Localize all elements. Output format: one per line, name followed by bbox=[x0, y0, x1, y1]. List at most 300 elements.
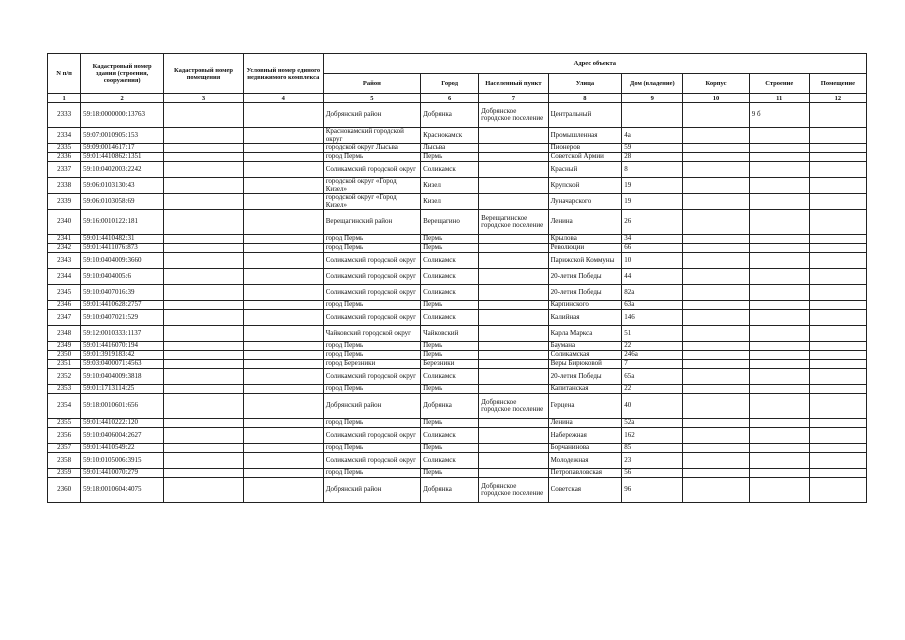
header-address: Адрес объекта bbox=[323, 54, 866, 74]
column-index: 2 bbox=[81, 94, 164, 103]
korpus-cell bbox=[683, 342, 749, 351]
cadastral-room-cell bbox=[164, 369, 244, 385]
building-cell bbox=[749, 128, 809, 144]
room-cell bbox=[809, 301, 866, 310]
house-cell: 40 bbox=[622, 394, 683, 419]
street-cell: Парижской Коммуны bbox=[548, 253, 622, 269]
conditional-number-cell bbox=[243, 351, 323, 360]
street-cell: 20-летия Победы bbox=[548, 285, 622, 301]
street-cell: Красный bbox=[548, 162, 622, 178]
korpus-cell bbox=[683, 394, 749, 419]
conditional-number-cell bbox=[243, 419, 323, 428]
property-table bbox=[47, 53, 867, 503]
row-number: 2352 bbox=[48, 369, 81, 385]
settlement-cell bbox=[479, 419, 548, 428]
table-row bbox=[48, 394, 867, 419]
cadastral-room-cell bbox=[164, 326, 244, 342]
korpus-cell bbox=[683, 310, 749, 326]
room-cell bbox=[809, 178, 866, 194]
building-cell bbox=[749, 285, 809, 301]
row-number: 2350 bbox=[48, 351, 81, 360]
conditional-number-cell bbox=[243, 153, 323, 162]
settlement-cell bbox=[479, 178, 548, 194]
korpus-cell bbox=[683, 144, 749, 153]
settlement-cell bbox=[479, 128, 548, 144]
table-row bbox=[48, 342, 867, 351]
room-cell bbox=[809, 153, 866, 162]
district-cell: Соликамский городской округ bbox=[323, 162, 420, 178]
room-cell bbox=[809, 162, 866, 178]
cadastral-room-cell bbox=[164, 351, 244, 360]
row-number: 2345 bbox=[48, 285, 81, 301]
room-cell bbox=[809, 360, 866, 369]
korpus-cell bbox=[683, 128, 749, 144]
cadastral-building-cell: 59:10:0407021:529 bbox=[81, 310, 164, 326]
cadastral-building-cell: 59:10:0404009:3818 bbox=[81, 369, 164, 385]
room-cell bbox=[809, 444, 866, 453]
room-cell bbox=[809, 469, 866, 478]
header-room: Помещение bbox=[809, 74, 866, 94]
building-cell bbox=[749, 144, 809, 153]
cadastral-room-cell bbox=[164, 342, 244, 351]
table-row bbox=[48, 301, 867, 310]
table-row bbox=[48, 385, 867, 394]
district-cell: Соликамский городской округ bbox=[323, 369, 420, 385]
city-cell: Пермь bbox=[421, 153, 479, 162]
district-cell: городской округ Лысьва bbox=[323, 144, 420, 153]
building-cell bbox=[749, 178, 809, 194]
city-cell: Соликамск bbox=[421, 269, 479, 285]
street-cell: Соликамская bbox=[548, 351, 622, 360]
settlement-cell bbox=[479, 469, 548, 478]
cadastral-building-cell: 59:09:0014617:17 bbox=[81, 144, 164, 153]
city-cell: Соликамск bbox=[421, 428, 479, 444]
house-cell: 65а bbox=[622, 369, 683, 385]
conditional-number-cell bbox=[243, 444, 323, 453]
table-row bbox=[48, 428, 867, 444]
row-number: 2348 bbox=[48, 326, 81, 342]
city-cell: Березники bbox=[421, 360, 479, 369]
district-cell: Соликамский городской округ bbox=[323, 428, 420, 444]
korpus-cell bbox=[683, 478, 749, 503]
house-cell: 66 bbox=[622, 244, 683, 253]
row-number: 2335 bbox=[48, 144, 81, 153]
building-cell bbox=[749, 444, 809, 453]
street-cell: 20-летия Победы bbox=[548, 369, 622, 385]
settlement-cell bbox=[479, 253, 548, 269]
building-cell bbox=[749, 235, 809, 244]
street-cell: Набережная bbox=[548, 428, 622, 444]
district-cell: Чайковский городской округ bbox=[323, 326, 420, 342]
conditional-number-cell bbox=[243, 128, 323, 144]
settlement-cell bbox=[479, 301, 548, 310]
header-city: Город bbox=[421, 74, 479, 94]
city-cell: Пермь bbox=[421, 351, 479, 360]
house-cell: 4а bbox=[622, 128, 683, 144]
settlement-cell bbox=[479, 162, 548, 178]
district-cell: Добрянский район bbox=[323, 478, 420, 503]
conditional-number-cell bbox=[243, 194, 323, 210]
korpus-cell bbox=[683, 285, 749, 301]
table-row bbox=[48, 178, 867, 194]
city-cell: Соликамск bbox=[421, 310, 479, 326]
row-number: 2357 bbox=[48, 444, 81, 453]
house-cell: 7 bbox=[622, 360, 683, 369]
room-cell bbox=[809, 253, 866, 269]
column-index-row bbox=[48, 94, 867, 103]
city-cell: Кизел bbox=[421, 194, 479, 210]
column-index: 5 bbox=[323, 94, 420, 103]
column-index: 12 bbox=[809, 94, 866, 103]
building-cell bbox=[749, 253, 809, 269]
cadastral-building-cell: 59:12:0010333:1137 bbox=[81, 326, 164, 342]
house-cell: 146 bbox=[622, 310, 683, 326]
table-row bbox=[48, 326, 867, 342]
street-cell: Калийная bbox=[548, 310, 622, 326]
room-cell bbox=[809, 128, 866, 144]
cadastral-building-cell: 59:01:4410222:120 bbox=[81, 419, 164, 428]
city-cell: Краснокамск bbox=[421, 128, 479, 144]
korpus-cell bbox=[683, 360, 749, 369]
cadastral-room-cell bbox=[164, 235, 244, 244]
korpus-cell bbox=[683, 178, 749, 194]
cadastral-building-cell: 59:01:4411076:873 bbox=[81, 244, 164, 253]
conditional-number-cell bbox=[243, 269, 323, 285]
cadastral-room-cell bbox=[164, 285, 244, 301]
city-cell: Пермь bbox=[421, 244, 479, 253]
settlement-cell: Добрянское городское поселение bbox=[479, 478, 548, 503]
conditional-number-cell bbox=[243, 342, 323, 351]
district-cell: Соликамский городской округ bbox=[323, 453, 420, 469]
row-number: 2355 bbox=[48, 419, 81, 428]
district-cell: город Пермь bbox=[323, 469, 420, 478]
table-row bbox=[48, 194, 867, 210]
column-index: 4 bbox=[243, 94, 323, 103]
building-cell bbox=[749, 153, 809, 162]
conditional-number-cell bbox=[243, 253, 323, 269]
street-cell: Революции bbox=[548, 244, 622, 253]
cadastral-room-cell bbox=[164, 428, 244, 444]
korpus-cell bbox=[683, 444, 749, 453]
district-cell: Верещагинский район bbox=[323, 210, 420, 235]
settlement-cell bbox=[479, 153, 548, 162]
cadastral-room-cell bbox=[164, 310, 244, 326]
street-cell: Советской Армии bbox=[548, 153, 622, 162]
cadastral-building-cell: 59:03:0400071:4563 bbox=[81, 360, 164, 369]
street-cell: Ленина bbox=[548, 419, 622, 428]
korpus-cell bbox=[683, 103, 749, 128]
district-cell: Краснокамский городской округ bbox=[323, 128, 420, 144]
building-cell bbox=[749, 419, 809, 428]
table-row bbox=[48, 244, 867, 253]
conditional-number-cell bbox=[243, 360, 323, 369]
room-cell bbox=[809, 394, 866, 419]
table-row bbox=[48, 269, 867, 285]
cadastral-room-cell bbox=[164, 453, 244, 469]
city-cell: Кизел bbox=[421, 178, 479, 194]
room-cell bbox=[809, 478, 866, 503]
korpus-cell bbox=[683, 419, 749, 428]
row-number: 2358 bbox=[48, 453, 81, 469]
row-number: 2347 bbox=[48, 310, 81, 326]
row-number: 2351 bbox=[48, 360, 81, 369]
registry-sheet bbox=[47, 53, 867, 503]
city-cell: Пермь bbox=[421, 342, 479, 351]
conditional-number-cell bbox=[243, 244, 323, 253]
cadastral-building-cell: 59:01:4410628:2757 bbox=[81, 301, 164, 310]
building-cell bbox=[749, 244, 809, 253]
table-row bbox=[48, 369, 867, 385]
cadastral-room-cell bbox=[164, 394, 244, 419]
settlement-cell bbox=[479, 269, 548, 285]
header-street: Улица bbox=[548, 74, 622, 94]
cadastral-building-cell: 59:07:0010905:153 bbox=[81, 128, 164, 144]
conditional-number-cell bbox=[243, 144, 323, 153]
house-cell: 51 bbox=[622, 326, 683, 342]
house-cell: 82а bbox=[622, 285, 683, 301]
cadastral-building-cell: 59:18:0010604:4075 bbox=[81, 478, 164, 503]
room-cell bbox=[809, 103, 866, 128]
table-row bbox=[48, 360, 867, 369]
cadastral-room-cell bbox=[164, 301, 244, 310]
district-cell: городской округ «Город Кизел» bbox=[323, 194, 420, 210]
street-cell: Молодежная bbox=[548, 453, 622, 469]
table-row bbox=[48, 351, 867, 360]
cadastral-building-cell: 59:10:0105006:3915 bbox=[81, 453, 164, 469]
room-cell bbox=[809, 326, 866, 342]
table-header bbox=[48, 54, 867, 103]
korpus-cell bbox=[683, 253, 749, 269]
cadastral-building-cell: 59:18:0000000:13763 bbox=[81, 103, 164, 128]
street-cell: Крупской bbox=[548, 178, 622, 194]
city-cell: Пермь bbox=[421, 301, 479, 310]
row-number: 2356 bbox=[48, 428, 81, 444]
table-row bbox=[48, 235, 867, 244]
header-cadastral-building: Кадастровый номер здания (строения, сооружения) bbox=[81, 54, 164, 94]
row-number: 2353 bbox=[48, 385, 81, 394]
district-cell: Соликамский городской округ bbox=[323, 310, 420, 326]
street-cell: Центральный bbox=[548, 103, 622, 128]
room-cell bbox=[809, 210, 866, 235]
building-cell: 9 б bbox=[749, 103, 809, 128]
cadastral-room-cell bbox=[164, 244, 244, 253]
cadastral-room-cell bbox=[164, 444, 244, 453]
city-cell: Соликамск bbox=[421, 453, 479, 469]
settlement-cell bbox=[479, 342, 548, 351]
building-cell bbox=[749, 360, 809, 369]
room-cell bbox=[809, 342, 866, 351]
district-cell: город Пермь bbox=[323, 153, 420, 162]
room-cell bbox=[809, 453, 866, 469]
building-cell bbox=[749, 194, 809, 210]
korpus-cell bbox=[683, 210, 749, 235]
column-index: 9 bbox=[622, 94, 683, 103]
room-cell bbox=[809, 310, 866, 326]
settlement-cell bbox=[479, 310, 548, 326]
settlement-cell: Добрянское городское поселение bbox=[479, 394, 548, 419]
row-number: 2346 bbox=[48, 301, 81, 310]
district-cell: город Березники bbox=[323, 360, 420, 369]
table-row bbox=[48, 103, 867, 128]
cadastral-building-cell: 59:10:0404005:6 bbox=[81, 269, 164, 285]
column-index: 3 bbox=[164, 94, 244, 103]
city-cell: Добрянка bbox=[421, 394, 479, 419]
cadastral-building-cell: 59:01:4410482:31 bbox=[81, 235, 164, 244]
room-cell bbox=[809, 351, 866, 360]
settlement-cell bbox=[479, 444, 548, 453]
district-cell: город Пермь bbox=[323, 351, 420, 360]
city-cell: Пермь bbox=[421, 235, 479, 244]
table-row bbox=[48, 453, 867, 469]
house-cell: 19 bbox=[622, 178, 683, 194]
cadastral-building-cell: 59:01:4410862:1351 bbox=[81, 153, 164, 162]
settlement-cell: Верещагинское городское поселение bbox=[479, 210, 548, 235]
street-cell: Герцена bbox=[548, 394, 622, 419]
city-cell: Пермь bbox=[421, 419, 479, 428]
conditional-number-cell bbox=[243, 469, 323, 478]
row-number: 2337 bbox=[48, 162, 81, 178]
table-row bbox=[48, 210, 867, 235]
table-row bbox=[48, 253, 867, 269]
korpus-cell bbox=[683, 428, 749, 444]
building-cell bbox=[749, 385, 809, 394]
district-cell: город Пермь bbox=[323, 244, 420, 253]
district-cell: город Пермь bbox=[323, 235, 420, 244]
settlement-cell bbox=[479, 360, 548, 369]
house-cell: 28 bbox=[622, 153, 683, 162]
cadastral-building-cell: 59:01:4410070:279 bbox=[81, 469, 164, 478]
city-cell: Чайковский bbox=[421, 326, 479, 342]
cadastral-room-cell bbox=[164, 144, 244, 153]
korpus-cell bbox=[683, 453, 749, 469]
cadastral-building-cell: 59:06:0103058:69 bbox=[81, 194, 164, 210]
row-number: 2354 bbox=[48, 394, 81, 419]
row-number: 2349 bbox=[48, 342, 81, 351]
building-cell bbox=[749, 326, 809, 342]
house-cell: 162 bbox=[622, 428, 683, 444]
district-cell: Добрянский район bbox=[323, 394, 420, 419]
district-cell: город Пермь bbox=[323, 419, 420, 428]
city-cell: Соликамск bbox=[421, 162, 479, 178]
room-cell bbox=[809, 235, 866, 244]
district-cell: город Пермь bbox=[323, 444, 420, 453]
house-cell: 56 bbox=[622, 469, 683, 478]
building-cell bbox=[749, 369, 809, 385]
building-cell bbox=[749, 342, 809, 351]
city-cell: Лысьва bbox=[421, 144, 479, 153]
room-cell bbox=[809, 428, 866, 444]
settlement-cell: Добрянское городское поселение bbox=[479, 103, 548, 128]
cadastral-room-cell bbox=[164, 178, 244, 194]
district-cell: город Пермь bbox=[323, 385, 420, 394]
cadastral-room-cell bbox=[164, 210, 244, 235]
settlement-cell bbox=[479, 453, 548, 469]
column-index: 6 bbox=[421, 94, 479, 103]
house-cell: 26 bbox=[622, 210, 683, 235]
cadastral-building-cell: 59:10:0404009:3660 bbox=[81, 253, 164, 269]
row-number: 2339 bbox=[48, 194, 81, 210]
korpus-cell bbox=[683, 269, 749, 285]
city-cell: Соликамск bbox=[421, 369, 479, 385]
city-cell: Добрянка bbox=[421, 478, 479, 503]
table-row bbox=[48, 444, 867, 453]
cadastral-building-cell: 59:16:0010122:181 bbox=[81, 210, 164, 235]
building-cell bbox=[749, 301, 809, 310]
table-row bbox=[48, 419, 867, 428]
room-cell bbox=[809, 285, 866, 301]
street-cell: Карла Маркса bbox=[548, 326, 622, 342]
district-cell: Соликамский городской округ bbox=[323, 253, 420, 269]
settlement-cell bbox=[479, 326, 548, 342]
table-row bbox=[48, 153, 867, 162]
conditional-number-cell bbox=[243, 103, 323, 128]
row-number: 2334 bbox=[48, 128, 81, 144]
building-cell bbox=[749, 351, 809, 360]
street-cell: 20-летия Победы bbox=[548, 269, 622, 285]
table-row bbox=[48, 144, 867, 153]
house-cell: 246а bbox=[622, 351, 683, 360]
korpus-cell bbox=[683, 326, 749, 342]
room-cell bbox=[809, 244, 866, 253]
city-cell: Пермь bbox=[421, 444, 479, 453]
room-cell bbox=[809, 194, 866, 210]
korpus-cell bbox=[683, 385, 749, 394]
room-cell bbox=[809, 269, 866, 285]
table-row bbox=[48, 469, 867, 478]
house-cell bbox=[622, 103, 683, 128]
room-cell bbox=[809, 369, 866, 385]
conditional-number-cell bbox=[243, 162, 323, 178]
conditional-number-cell bbox=[243, 301, 323, 310]
district-cell: Соликамский городской округ bbox=[323, 269, 420, 285]
cadastral-room-cell bbox=[164, 478, 244, 503]
building-cell bbox=[749, 428, 809, 444]
cadastral-building-cell: 59:10:0407016:39 bbox=[81, 285, 164, 301]
house-cell: 44 bbox=[622, 269, 683, 285]
cadastral-room-cell bbox=[164, 269, 244, 285]
settlement-cell bbox=[479, 385, 548, 394]
settlement-cell bbox=[479, 235, 548, 244]
street-cell: Баумана bbox=[548, 342, 622, 351]
house-cell: 10 bbox=[622, 253, 683, 269]
city-cell: Верещагино bbox=[421, 210, 479, 235]
row-number: 2340 bbox=[48, 210, 81, 235]
cadastral-room-cell bbox=[164, 128, 244, 144]
korpus-cell bbox=[683, 194, 749, 210]
cadastral-building-cell: 59:01:4410549:22 bbox=[81, 444, 164, 453]
header-korpus: Корпус bbox=[683, 74, 749, 94]
street-cell: Капитанская bbox=[548, 385, 622, 394]
cadastral-room-cell bbox=[164, 469, 244, 478]
cadastral-building-cell: 59:10:0402003:2242 bbox=[81, 162, 164, 178]
city-cell: Пермь bbox=[421, 469, 479, 478]
room-cell bbox=[809, 385, 866, 394]
building-cell bbox=[749, 469, 809, 478]
table-row bbox=[48, 478, 867, 503]
district-cell: городской округ «Город Кизел» bbox=[323, 178, 420, 194]
house-cell: 63а bbox=[622, 301, 683, 310]
conditional-number-cell bbox=[243, 369, 323, 385]
cadastral-building-cell: 59:10:0406004:2627 bbox=[81, 428, 164, 444]
conditional-number-cell bbox=[243, 453, 323, 469]
house-cell: 59 bbox=[622, 144, 683, 153]
column-index: 1 bbox=[48, 94, 81, 103]
row-number: 2359 bbox=[48, 469, 81, 478]
conditional-number-cell bbox=[243, 178, 323, 194]
street-cell: Советская bbox=[548, 478, 622, 503]
house-cell: 23 bbox=[622, 453, 683, 469]
cadastral-room-cell bbox=[164, 253, 244, 269]
